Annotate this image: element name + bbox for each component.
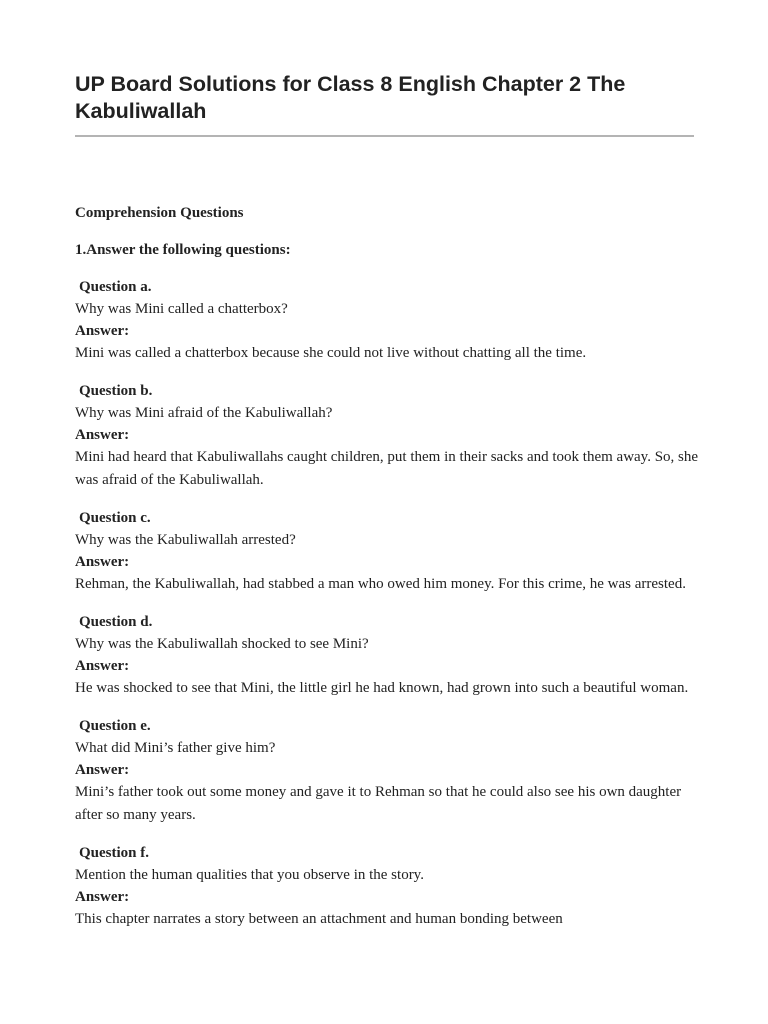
question-label: Question e. bbox=[79, 718, 151, 734]
answer-text: Mini had heard that Kabuliwallahs caught children, put them in their sacks and took them away. So, she was afraid of the Kabuliwallah. bbox=[75, 449, 699, 488]
answer-label: Answer: bbox=[75, 889, 130, 905]
document-content bbox=[75, 202, 700, 946]
question-label: Question c. bbox=[79, 510, 151, 526]
question-text: Why was the Kabuliwallah shocked to see Mini? bbox=[75, 636, 369, 652]
question-label: Question f. bbox=[79, 845, 150, 861]
qa-block-f bbox=[75, 842, 700, 931]
answer-label: Answer: bbox=[75, 658, 130, 674]
question-text: Why was Mini afraid of the Kabuliwallah? bbox=[75, 405, 333, 421]
qa-block-b bbox=[75, 380, 700, 492]
title-divider bbox=[75, 135, 694, 137]
qa-block-d bbox=[75, 611, 700, 700]
instruction-heading: 1.Answer the following questions: bbox=[75, 242, 291, 258]
answer-text: Mini was called a chatterbox because she could not live without chatting all the time. bbox=[75, 345, 587, 361]
qa-block-c bbox=[75, 507, 700, 596]
answer-text: He was shocked to see that Mini, the little girl he had known, had grown into such a beautiful woman. bbox=[75, 680, 689, 696]
qa-block-e bbox=[75, 715, 700, 827]
page-title: UP Board Solutions for Class 8 English Chapter 2 The Kabuliwallah bbox=[75, 72, 626, 123]
question-text: Why was Mini called a chatterbox? bbox=[75, 301, 288, 317]
qa-block-a bbox=[75, 276, 700, 365]
answer-text: This chapter narrates a story between an attachment and human bonding between bbox=[75, 911, 563, 927]
answer-label: Answer: bbox=[75, 762, 130, 778]
answer-label: Answer: bbox=[75, 554, 130, 570]
answer-text: Rehman, the Kabuliwallah, had stabbed a man who owed him money. For this crime, he was arrested. bbox=[75, 576, 686, 592]
question-label: Question a. bbox=[79, 279, 152, 295]
answer-label: Answer: bbox=[75, 427, 130, 443]
question-label: Question d. bbox=[79, 614, 153, 630]
question-text: Mention the human qualities that you observe in the story. bbox=[75, 867, 424, 883]
answer-label: Answer: bbox=[75, 323, 130, 339]
question-label: Question b. bbox=[79, 383, 153, 399]
question-text: What did Mini’s father give him? bbox=[75, 740, 276, 756]
section-heading: Comprehension Questions bbox=[75, 205, 244, 221]
answer-text: Mini’s father took out some money and gave it to Rehman so that he could also see his own daughter after so many years. bbox=[75, 784, 682, 823]
question-text: Why was the Kabuliwallah arrested? bbox=[75, 532, 296, 548]
